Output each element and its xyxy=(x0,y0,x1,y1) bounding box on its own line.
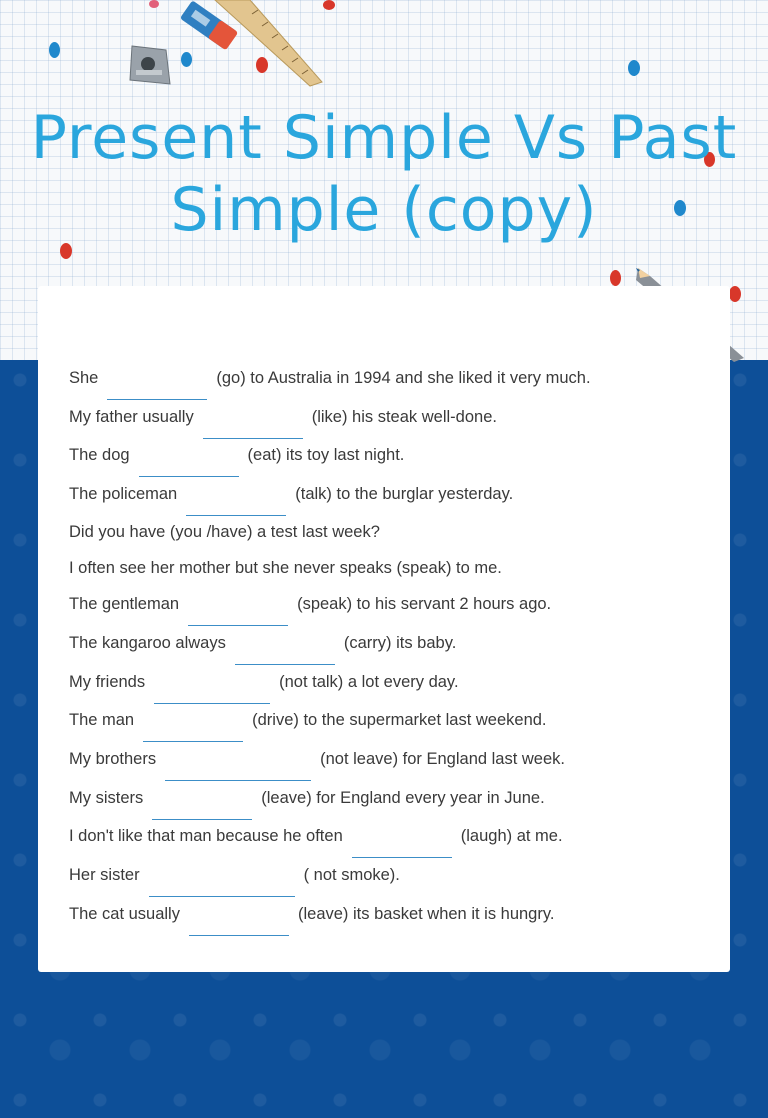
exercise-line xyxy=(69,520,380,544)
confetti-dot xyxy=(49,42,60,58)
sentence-end: (go) to Australia in 1994 and she liked it very much. xyxy=(216,369,591,387)
answer-blank[interactable] xyxy=(143,719,243,742)
exercise-line xyxy=(69,631,456,655)
answer-blank[interactable] xyxy=(186,493,286,516)
sentence-start: Her sister xyxy=(69,866,140,884)
exercise-line xyxy=(69,482,513,506)
exercise-line xyxy=(69,592,551,616)
sentence-text: Did you have (you /have) a test last week? xyxy=(69,523,380,541)
exercise-line xyxy=(69,443,404,467)
sentence-text: I often see her mother but she never speaks (speak) to me. xyxy=(69,559,502,577)
sentence-start: The gentleman xyxy=(69,595,180,613)
exercise-line xyxy=(69,708,547,732)
sentence-start: The kangaroo always xyxy=(69,634,226,652)
confetti-dot xyxy=(323,0,335,10)
confetti-dot xyxy=(729,286,741,302)
confetti-dot xyxy=(256,57,268,73)
confetti-dot xyxy=(149,0,159,8)
worksheet-card xyxy=(38,286,730,972)
sentence-end: (drive) to the supermarket last weekend. xyxy=(252,711,547,729)
sentence-end: (not talk) a lot every day. xyxy=(279,673,459,691)
confetti-dot xyxy=(181,52,192,67)
exercise-line xyxy=(69,786,545,810)
exercise-line xyxy=(69,747,565,771)
exercise-line xyxy=(69,366,591,390)
sentence-end: (speak) to his servant 2 hours ago. xyxy=(297,595,552,613)
answer-blank[interactable] xyxy=(352,835,452,858)
sentence-start: My father usually xyxy=(69,408,194,426)
sentence-start: My friends xyxy=(69,673,146,691)
sentence-start: The dog xyxy=(69,446,130,464)
answer-blank[interactable] xyxy=(188,603,288,626)
sentence-start: The cat usually xyxy=(69,905,180,923)
answer-blank[interactable] xyxy=(235,642,335,665)
sentence-start: I don't like that man because he often xyxy=(69,827,343,845)
answer-blank[interactable] xyxy=(139,454,239,477)
worksheet-title xyxy=(0,102,768,246)
sentence-start: She xyxy=(69,369,99,387)
exercise-line xyxy=(69,405,497,429)
answer-blank[interactable] xyxy=(154,681,270,704)
answer-blank[interactable] xyxy=(189,913,289,936)
sentence-end: (eat) its toy last night. xyxy=(247,446,405,464)
exercise-line xyxy=(69,556,502,580)
sentence-start: The man xyxy=(69,711,135,729)
sentence-end: (leave) for England every year in June. xyxy=(261,789,545,807)
answer-blank[interactable] xyxy=(107,377,207,400)
sentence-end: ( not smoke). xyxy=(303,866,400,884)
sentence-start: My brothers xyxy=(69,750,157,768)
exercise-line xyxy=(69,902,554,926)
title-line-1: Present Simple Vs Past xyxy=(30,103,738,173)
sentence-end: (talk) to the burglar yesterday. xyxy=(295,485,514,503)
exercise-line xyxy=(69,824,563,848)
answer-blank[interactable] xyxy=(165,758,311,781)
exercise-line xyxy=(69,670,459,694)
answer-blank[interactable] xyxy=(152,797,252,820)
sentence-start: My sisters xyxy=(69,789,144,807)
exercise-line xyxy=(69,863,400,887)
title-line-2: Simple (copy) xyxy=(170,175,598,245)
sentence-end: (laugh) at me. xyxy=(460,827,563,845)
confetti-dot xyxy=(628,60,640,76)
sentence-end: (leave) its basket when it is hungry. xyxy=(297,905,555,923)
pencil-sharpener-icon xyxy=(126,40,174,90)
confetti-dot xyxy=(610,270,621,286)
answer-blank[interactable] xyxy=(149,874,295,897)
sentence-start: The policeman xyxy=(69,485,178,503)
sentence-end: (not leave) for England last week. xyxy=(320,750,565,768)
sentence-end: (carry) its baby. xyxy=(343,634,457,652)
sentence-end: (like) his steak well-done. xyxy=(311,408,497,426)
answer-blank[interactable] xyxy=(203,416,303,439)
